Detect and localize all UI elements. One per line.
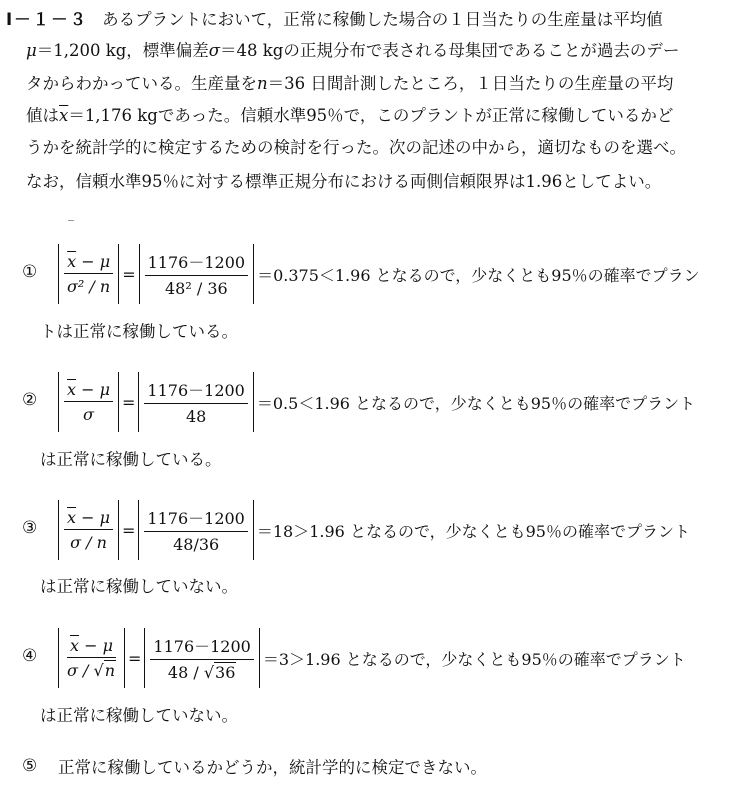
problem-line-2: μ＝1,200 kg，標準偏差σ＝48 kgの正規分布で表される母集団であることが過去のデー [26,41,680,60]
formula: $\frac{\overline{x} - \mu}{\sigma}$ = $\frac{1176-1200}{48}$ ＝0.5＜1.96 となるので，少なくとも95％の確率でプラント [58,372,695,432]
formula: $\frac{\overline{x} - \mu}{\text{σ² / n}}$ = $\frac{1176-1200}{\text{48² / 36}}$ ＝0.375＜1.96 となるので，少なくとも95％の確率でプラン [58,244,700,304]
option-marker: ⑤ [22,756,38,776]
problem-line-3: タからわかっている。生産量をn＝36 日間計測したところ，１日当たりの生産量の平均 [26,74,674,93]
problem-line-4: 値は$\overline{x}=1,176$ kgであった。信頼水準95％で，このプラントが正常に稼働しているかど [26,106,674,125]
option-marker: ② [22,390,38,410]
option-continuation: トは正常に稼働している。 [40,322,238,341]
problem-line-1: Ⅰ－１－３ あるプラントにおいて，正常に稼働した場合の１日当たりの生産量は平均値 [6,10,663,29]
formula: $\frac{\overline{x} - \mu}{\sigma / √n}$ = $\frac{1176-1200}{48 / √36}$ ＝3＞1.96 となるので，少なくとも95％の確率でプラント [58,628,686,688]
stray-mark [68,220,74,221]
option-text: 正常に稼働しているかどうか，統計学的に検定できない。 [58,758,487,777]
option-continuation: は正常に稼働していない。 [40,577,238,596]
option-marker: ④ [22,646,38,666]
problem-line-5: うかを統計学的に検定するための検討を行った。次の記述の中から，適切なものを選べ。 [26,138,686,157]
option-continuation: は正常に稼働していない。 [40,706,238,725]
problem-number: Ⅰ－１－３ [6,10,89,29]
option-marker: ③ [22,518,38,538]
formula: $\frac{\overline{x} - \mu}{\sigma / n}$ = $\frac{1176-1200}{48/36}$ ＝18＞1.96 となるので，少なくとも95％の確率でプラント [58,500,690,560]
option-marker: ① [22,262,38,282]
problem-line-6: なお，信頼水準95％に対する標準正規分布における両側信頼限界は1.96としてよい。 [26,172,662,191]
option-continuation: は正常に稼働している。 [40,450,222,469]
